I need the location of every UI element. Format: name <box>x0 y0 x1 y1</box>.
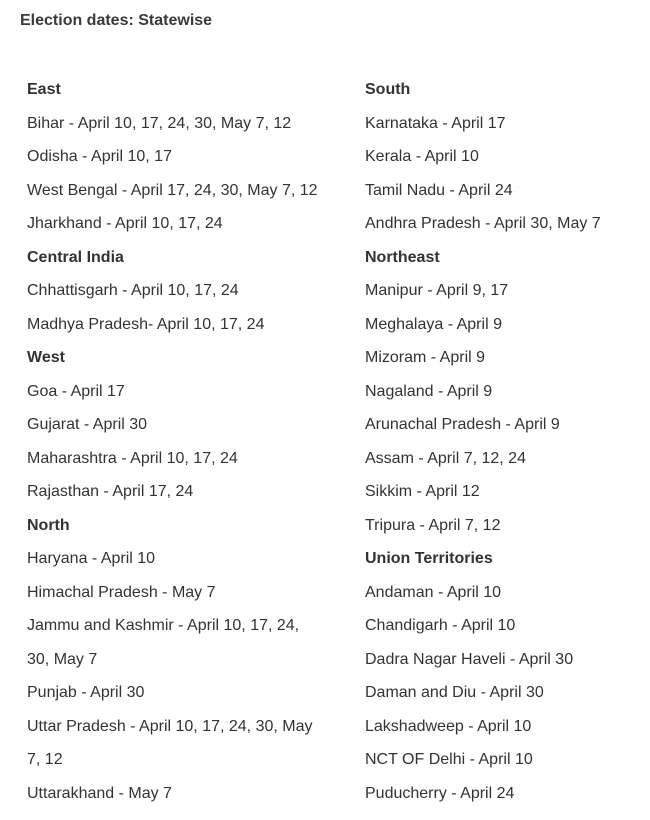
state-entry: Meghalaya - April 9 <box>365 315 502 333</box>
state-entry: Arunachal Pradesh - April 9 <box>365 416 560 433</box>
state-entry: Rajasthan - April 17, 24 <box>27 483 194 500</box>
state-entry: Daman and Diu - April 30 <box>365 684 544 701</box>
state-entry: Uttarakhand - May 7 <box>27 784 172 802</box>
state-entry: Chhattisgarh - April 10, 17, 24 <box>27 282 239 299</box>
state-entry: Haryana - April 10 <box>27 550 156 567</box>
left-column <box>27 73 352 810</box>
state-entry: Manipur - April 9, 17 <box>365 282 509 299</box>
state-entry: Assam - April 7, 12, 24 <box>365 449 526 467</box>
state-entry: Uttar Pradesh - April 10, 17, 24, 30, May <box>27 717 313 735</box>
page-title: Election dates: Statewise <box>20 12 213 29</box>
state-entry: Maharashtra - April 10, 17, 24 <box>27 449 238 467</box>
region-heading-west: West <box>27 349 65 366</box>
state-entry: Chandigarh - April 10 <box>365 617 516 634</box>
state-entry: Sikkim - April 12 <box>365 483 480 500</box>
right-column <box>365 73 640 810</box>
state-entry: West Bengal - April 17, 24, 30, May 7, 12 <box>27 181 318 199</box>
state-entry: Jammu and Kashmir - April 10, 17, 24, <box>27 617 300 634</box>
region-heading-east: East <box>27 81 61 98</box>
state-entry: Bihar - April 10, 17, 24, 30, May 7, 12 <box>27 114 292 132</box>
state-entry: Mizoram - April 9 <box>365 349 486 366</box>
state-entry: Tamil Nadu - April 24 <box>365 181 513 199</box>
state-entry: Tripura - April 7, 12 <box>365 516 501 534</box>
state-entry: Dadra Nagar Haveli - April 30 <box>365 650 574 668</box>
state-entry: Lakshadweep - April 10 <box>365 717 532 735</box>
state-entry: Himachal Pradesh - May 7 <box>27 583 216 601</box>
state-entry: NCT OF Delhi - April 10 <box>365 751 533 768</box>
region-heading-central-india: Central India <box>27 248 124 266</box>
state-entry: 7, 12 <box>27 751 63 768</box>
state-entry: Kerala - April 10 <box>365 148 479 165</box>
region-heading-northeast: Northeast <box>365 248 440 266</box>
region-heading-south: South <box>365 81 411 98</box>
state-entry: Punjab - April 30 <box>27 684 145 701</box>
region-heading-north: North <box>27 516 70 534</box>
state-entry: Gujarat - April 30 <box>27 416 148 433</box>
state-entry: Goa - April 17 <box>27 382 125 400</box>
state-entry: Andaman - April 10 <box>365 583 502 601</box>
state-entry: Odisha - April 10, 17 <box>27 148 172 165</box>
state-entry: Nagaland - April 9 <box>365 382 493 400</box>
state-entry: Andhra Pradesh - April 30, May 7 <box>365 215 601 232</box>
state-entry: Jharkhand - April 10, 17, 24 <box>27 215 223 232</box>
state-entry: Madhya Pradesh- April 10, 17, 24 <box>27 315 265 333</box>
state-entry: Karnataka - April 17 <box>365 114 506 132</box>
state-entry: Puducherry - April 24 <box>365 784 515 802</box>
state-entry: 30, May 7 <box>27 650 98 668</box>
region-heading-union-territories: Union Territories <box>365 550 493 567</box>
